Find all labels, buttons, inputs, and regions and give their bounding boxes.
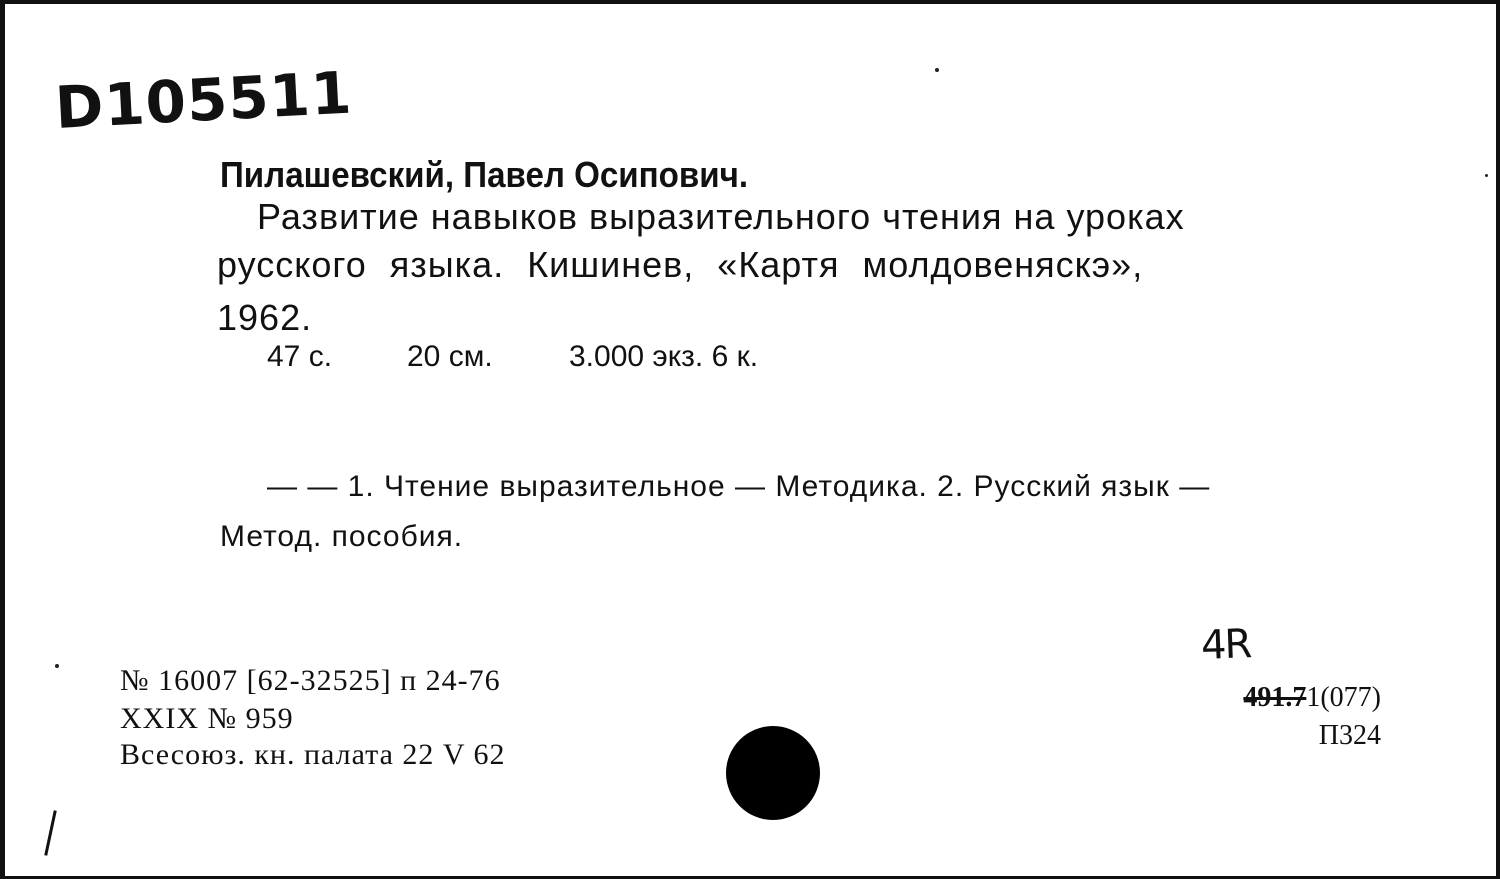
title-line-3: 1962. <box>217 297 313 338</box>
author-sign: П324 <box>1318 720 1381 751</box>
speck <box>1485 174 1488 177</box>
handwritten-mark: 4R <box>1200 621 1252 669</box>
subject-tracing-line-1: — — 1. Чтение выразительное — Методика. 2. Русский язык — <box>267 470 1211 503</box>
imprint-line-3: Всесоюз. кн. палата 22 V 62 <box>120 738 506 771</box>
title-line-2: русского языка. Кишинев, «Картя молдовеняскэ», <box>217 244 1144 285</box>
classification-rest: 1(077) <box>1306 682 1381 713</box>
speck <box>935 68 939 72</box>
punch-hole <box>726 726 820 820</box>
struck-classification: 491.7 <box>1243 682 1307 713</box>
imprint-line-1: № 16007 [62-32525] п 24-76 <box>120 664 501 697</box>
imprint-line-2: XXIX № 959 <box>120 702 294 735</box>
speck <box>55 664 59 668</box>
author-heading: Пилашевский, Павел Осипович. <box>220 154 749 195</box>
collation <box>267 340 758 374</box>
classification-number <box>1243 682 1381 714</box>
pencil-slash-mark <box>44 810 56 856</box>
title-line-1: Развитие навыков выразительного чтения на уроках <box>257 196 1185 237</box>
page-count: 47 с. <box>267 340 333 373</box>
subject-tracing-line-2: Метод. пособия. <box>220 520 464 553</box>
copies-price: 3.000 экз. 6 к. <box>569 340 759 373</box>
call-number: D105511 <box>53 58 354 142</box>
book-size: 20 см. <box>407 340 493 373</box>
